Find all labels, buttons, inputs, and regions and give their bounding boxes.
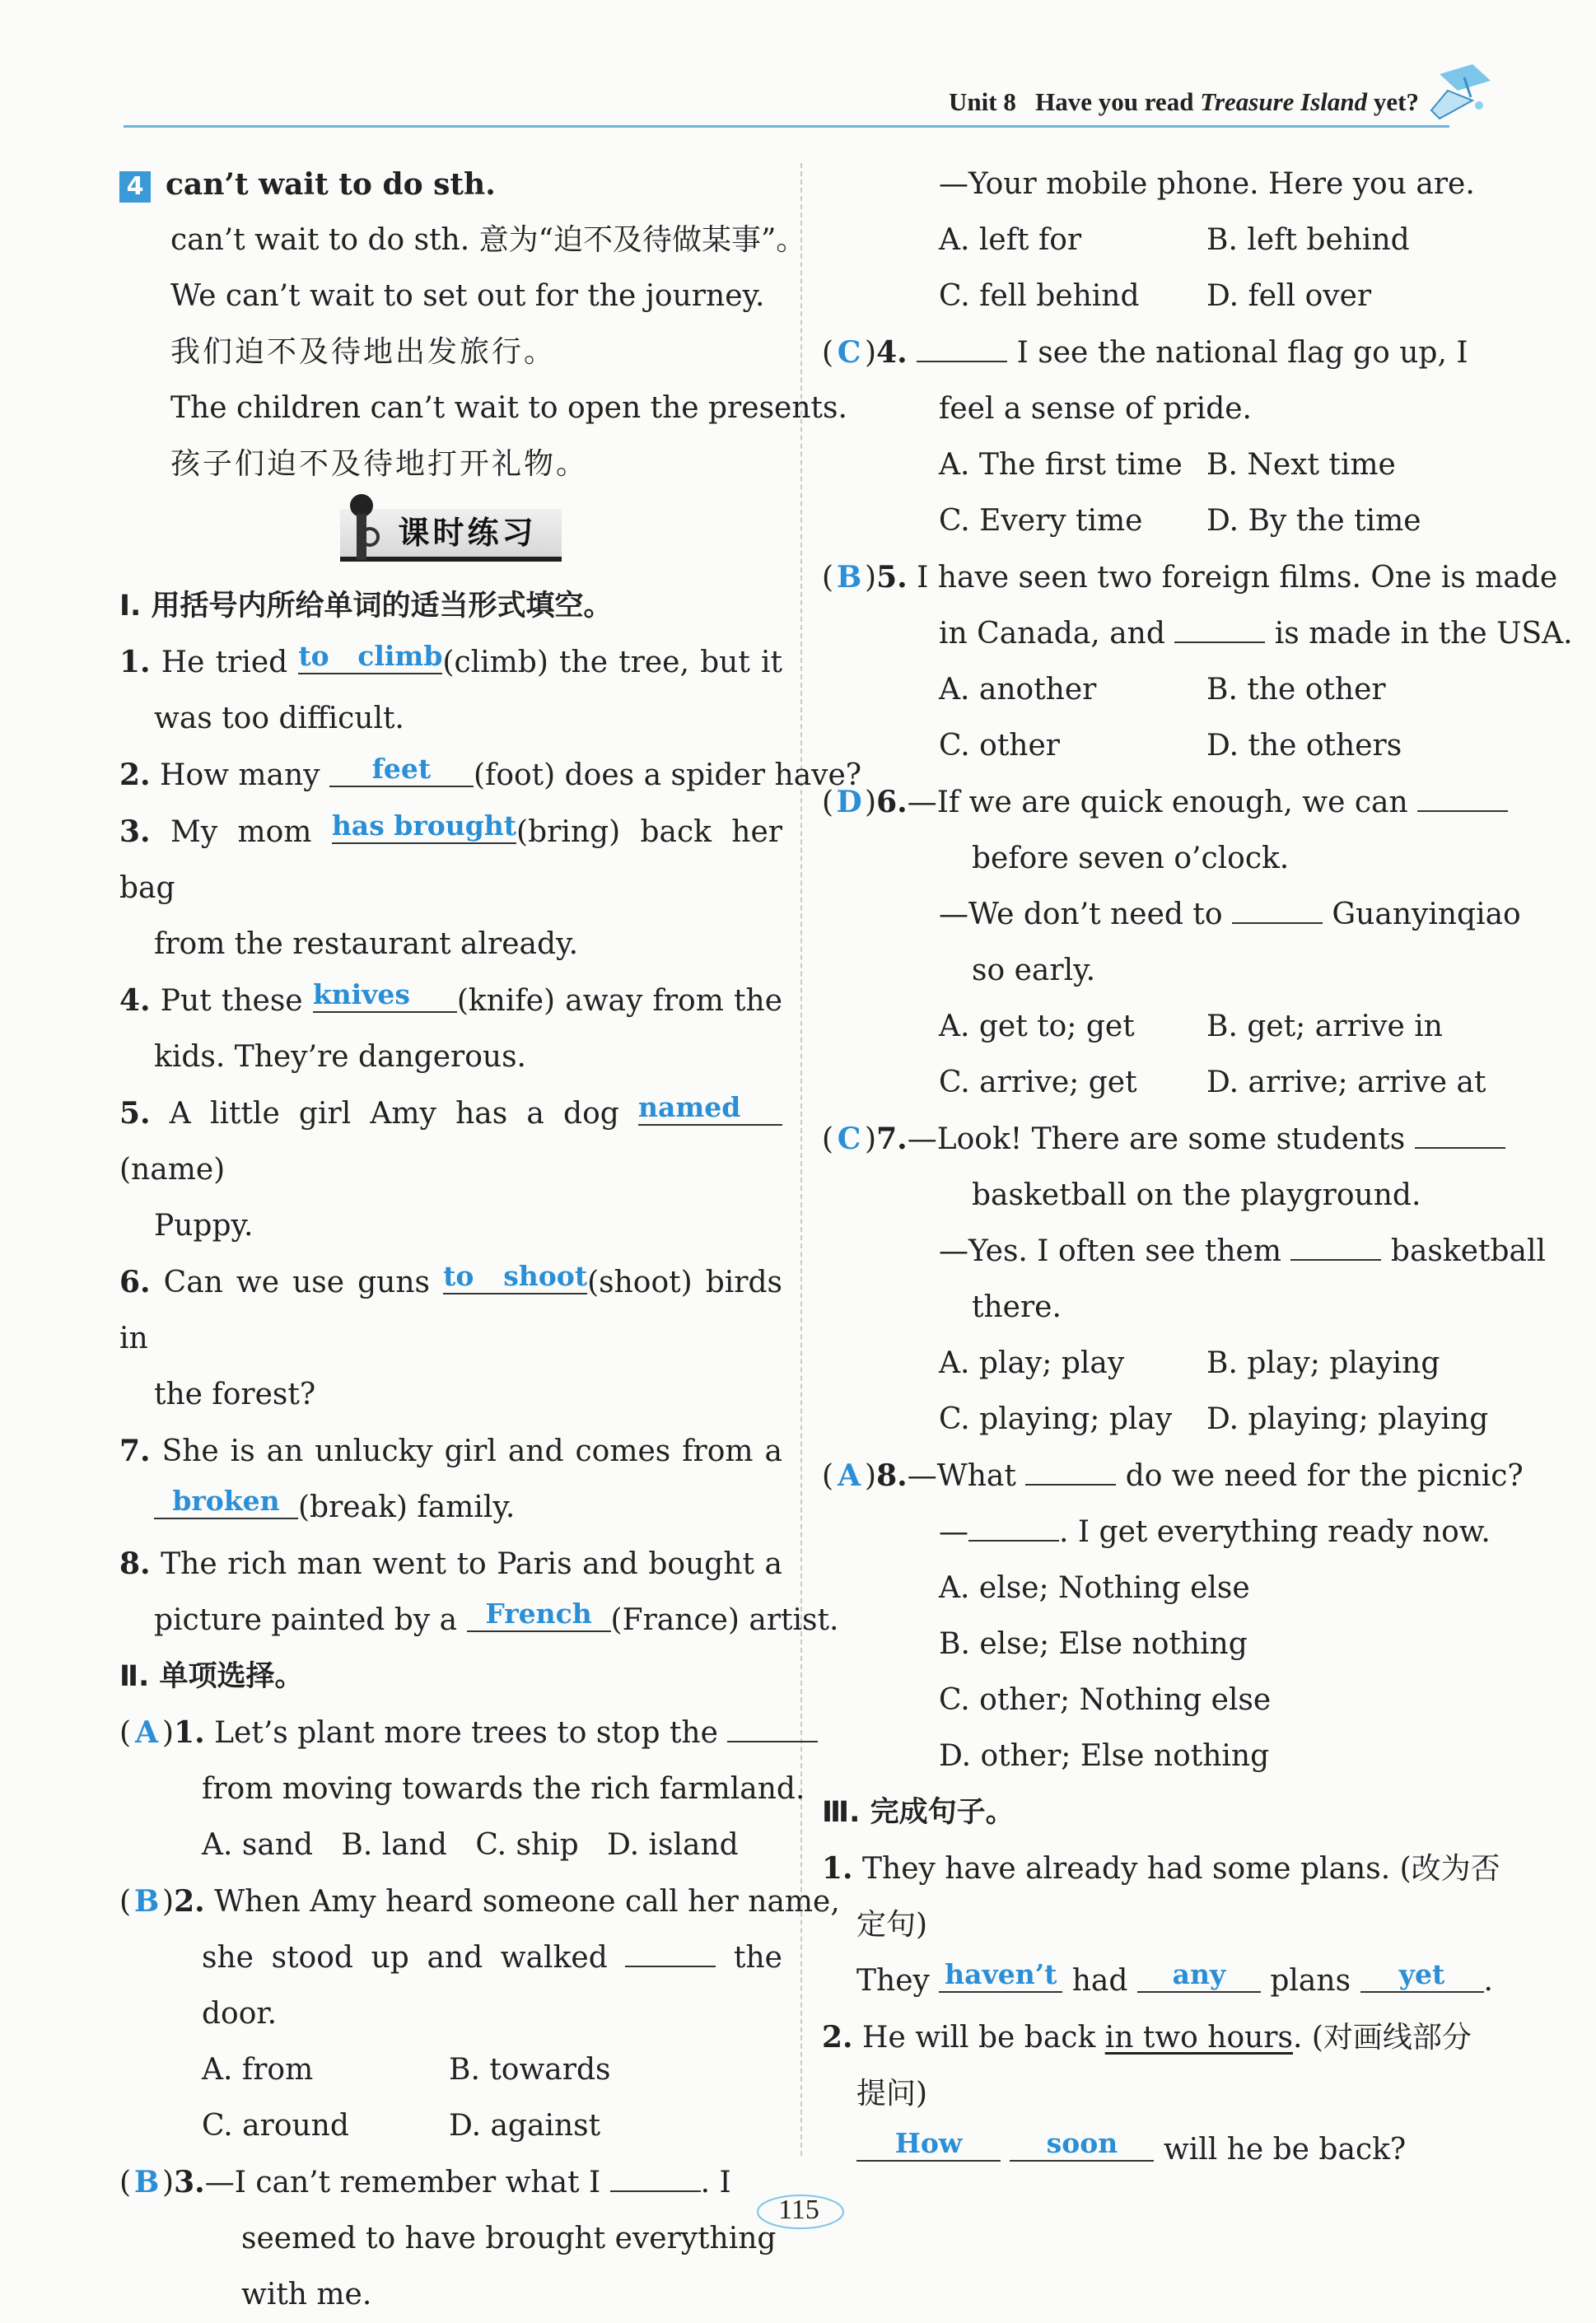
point-number-badge: 4 <box>119 171 151 203</box>
mc-item-5: ( B )5. I have seen two foreign films. One is made <box>822 549 1489 606</box>
sentence-item-2: 2. He will be back in two hours. (对画线部分 <box>822 2020 1472 2055</box>
fill-item-4: 4. Put these knives (knife) away from the <box>119 978 782 1018</box>
fill-item-7: 7. She is an unlucky girl and comes from a <box>119 1434 782 1468</box>
practice-banner <box>119 497 782 573</box>
point-title: can’t wait to do sth. <box>166 167 496 202</box>
point-line-3: 我们迫不及待地出发旅行。 <box>170 335 557 369</box>
mc-answer: A <box>838 1458 861 1493</box>
mc-item-2: ( B )2. When Amy heard someone call her name, <box>119 1873 782 1930</box>
answer-blank: knives <box>313 978 457 1013</box>
answer-blank: to shoot <box>443 1260 587 1294</box>
section2-title: Ⅱ. 单项选择。 <box>119 1660 304 1693</box>
answer-blank: soon <box>1010 2127 1154 2162</box>
right-column: —Your mobile phone. Here you are. A. left for B. left behind C. fell behind D. fell over ( C )4. I see the national flag go up, I feel a sense of pride. A. The first time B. Next time C. Every time D. By the time ( B )5. I have seen two foreign films. One is made in Canada, and is made in the USA. A. another B. the other C. other D. the others (D)6.—If we are quick enough, we can before seven o’clock. —We don’t need to Guanyinqiao so early. A. get to; get B. get; arrive in C. arrive; get D. arrive; arrive at ( C )7.—Look! There are some students basketball on the playground. —Yes. I often see them basketball there. A. play; play B. play; playing C. playing; play D. playing; playing ( A )8.—What do we need for the picnic? — . I get everything ready now. A. else; Nothing else B. else; Else nothing C. other; Nothing else D. other; Else nothing Ⅲ. 完成句子。 1. They have already had some plans. (改为否 定句) They haven’t had any plans yet . 2. He will be back in two hours. (对画线部分 提问) How soon will he be back? <box>822 167 1573 2167</box>
answer-blank: haven’t <box>939 1958 1062 1993</box>
mc-options-1: A. sand B. land C. ship D. island <box>202 1828 739 1862</box>
mc-answer: B <box>133 1884 160 1919</box>
mc-options-4: A. The first time B. Next time <box>939 448 1396 482</box>
mc-options-3: A. left for B. left behind <box>939 223 1410 257</box>
answer-blank: yet <box>1360 1958 1484 1993</box>
column-divider <box>800 163 802 2156</box>
practice-banner-box <box>340 509 561 562</box>
point-line-5: 孩子们迫不及待地打开礼物。 <box>170 447 589 481</box>
answer-blank: to climb <box>298 640 442 674</box>
mc-options-7: A. play; play B. play; playing <box>939 1346 1440 1380</box>
answer-blank: French <box>467 1598 611 1632</box>
section3-title: Ⅲ. 完成句子。 <box>822 1796 1015 1829</box>
mc-answer: B <box>836 560 862 595</box>
mc-item-1: ( A )1. Let’s plant more trees to stop the <box>119 1705 782 1761</box>
section1-title: Ⅰ. 用括号内所给单词的适当形式填空。 <box>119 590 613 623</box>
answer-blank: How <box>856 2127 1001 2162</box>
mc-item-8: ( A )8.—What do we need for the picnic? <box>822 1448 1489 1504</box>
mc-item-3: ( B )3.—I can’t remember what I . I <box>119 2154 782 2211</box>
mc-answer: D <box>836 785 862 819</box>
mc-answer: C <box>837 335 861 370</box>
point-line-2: We can’t wait to set out for the journey. <box>170 279 765 313</box>
fill-item-6: 6. Can we use guns to shoot(shoot) birds in <box>119 1260 782 1355</box>
mc-answer: B <box>133 2165 160 2199</box>
header-title-post: yet? <box>1367 87 1419 116</box>
point-title-row <box>119 156 782 212</box>
point-line-4: The children can’t wait to open the presents. <box>170 391 847 425</box>
fill-item-8: 8. The rich man went to Paris and bought a <box>119 1546 782 1581</box>
mc-answer: A <box>135 1715 159 1750</box>
mc-options-5: A. another B. the other <box>939 673 1386 707</box>
pencil-graduation-icon <box>1423 58 1497 124</box>
mc-options-6: A. get to; get B. get; arrive in <box>939 1010 1443 1043</box>
mc-item-7: ( C )7.—Look! There are some students <box>822 1111 1489 1168</box>
mc-item-6: (D)6.—If we are quick enough, we can <box>822 774 1489 831</box>
mc-answer: C <box>837 1122 861 1156</box>
page-number: 115 <box>778 2195 819 2225</box>
header-rule <box>124 125 1449 128</box>
answer-blank: any <box>1137 1958 1261 1993</box>
microphone-figure-icon <box>334 489 391 568</box>
header-title-italic: Treasure Island <box>1200 87 1368 116</box>
answer-blank: named <box>638 1091 782 1126</box>
fill-item-2: 2. How many feet (foot) does a spider have? <box>119 753 862 792</box>
mc-item-4: ( C )4. I see the national flag go up, I <box>822 324 1489 381</box>
mc-options-2: A. from B. towards <box>202 2053 611 2087</box>
point-line-1: can’t wait to do sth. 意为“迫不及待做某事”。 <box>170 223 806 257</box>
fill-item-3: 3. My mom has brought(bring) back her bag <box>119 809 782 905</box>
header-title-pre: Have you read <box>1035 87 1201 116</box>
page-header <box>949 87 1419 117</box>
left-column: 4 can’t wait to do sth. can’t wait to do sth. 意为“迫不及待做某事”。 We can’t wait to set out for the journey. 我们迫不及待地出发旅行。 The children can’t wait to open the presents. 孩子们迫不及待地打开礼物。 课时练习 Ⅰ. 用括号内所给单词的适当形式填空。 1. He tried to climb(climb) the tree, but it was too difficult. 2. How many feet (foot) does a spider have? 3. My mom has brought(bring) back her bag from the restaurant already. 4. Put these knives (knife) away from the kids. They’re dangerous. 5. A little girl Amy has a dog named(name) Puppy. 6. Can we use guns to shoot(shoot) birds in the forest? 7. She is an unlucky girl and comes from a broken (break) family. 8. The rich man went to Paris and bought a picture painted by a French (France) artist. Ⅱ. 单项选择。 ( A )1. Let’s plant more trees to stop the from moving towards the rich farmland. A. sand B. land C. ship D. island ( B )2. When Amy heard someone call her name, she stood up and walked the door. A. from B. towards C. around D. against ( B )3.—I can’t remember what I . I seemed to have brought everything with me. <box>119 156 782 2323</box>
fill-item-5: 5. A little girl Amy has a dog named(name) <box>119 1085 782 1198</box>
fill-item-1: 1. He tried to climb(climb) the tree, but it <box>119 640 782 679</box>
sentence-item-1: 1. They have already had some plans. (改为否 <box>822 1851 1500 1886</box>
answer-blank: broken <box>154 1485 298 1519</box>
header-unit: Unit 8 <box>949 87 1016 116</box>
answer-blank: feet <box>329 753 474 787</box>
practice-banner-text: 课时练习 <box>398 515 537 551</box>
answer-blank: has brought <box>332 809 516 844</box>
